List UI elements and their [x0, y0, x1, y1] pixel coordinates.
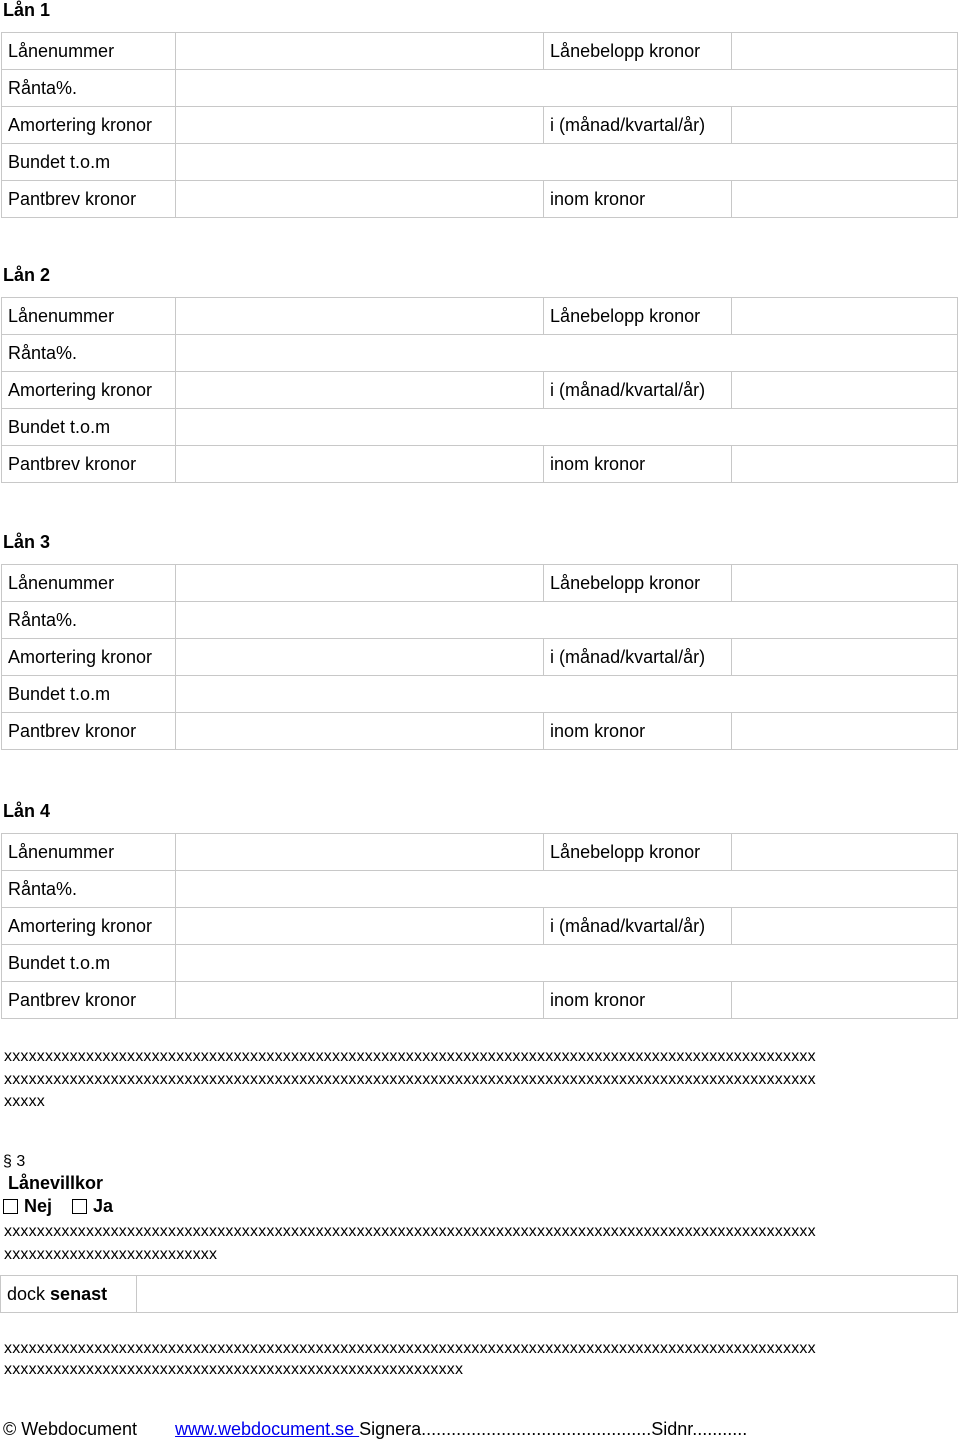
checkbox-yes[interactable] [72, 1199, 87, 1214]
field-label: Amortering kronor [2, 639, 176, 676]
field-input[interactable] [175, 298, 543, 335]
filler-text-line: xxxxxxxxxxxxxxxxxxxxxxxxxxxxxxxxxxxxxxxxxxxxxxxxxxxxxxxxxxxxxxxxxxxxxxxxxxxxxxxxxxxxxxxxxxxxxxxxxxx [4, 1048, 816, 1065]
loan-table [1, 32, 958, 218]
option-yes-label: Ja [93, 1196, 114, 1216]
field-input[interactable] [732, 908, 958, 945]
loan-row [2, 639, 958, 676]
section-number-value: 3 [16, 1153, 26, 1170]
section-symbol: § [3, 1153, 12, 1170]
loan-title: Lån 3 [3, 532, 51, 552]
loan-row [2, 834, 958, 871]
field-input[interactable] [175, 409, 957, 446]
loan-row [2, 107, 958, 144]
loan-row [2, 409, 958, 446]
option-no-label: Nej [24, 1196, 53, 1216]
field-label: Bundet t.o.m [2, 144, 176, 181]
field-label: Rånta%. [2, 335, 176, 372]
footer-copyright: © Webdocument [3, 1419, 137, 1439]
loan-row [2, 602, 958, 639]
field-input[interactable] [732, 982, 958, 1019]
field-label: Lånenummer [2, 834, 176, 871]
loan-row [2, 945, 958, 982]
field-input[interactable] [175, 834, 543, 871]
field-input[interactable] [175, 565, 543, 602]
field-label: inom kronor [544, 982, 732, 1019]
field-input[interactable] [175, 602, 957, 639]
field-input[interactable] [175, 676, 957, 713]
field-label: Amortering kronor [2, 372, 176, 409]
loan-table [1, 564, 958, 750]
field-input[interactable] [175, 908, 543, 945]
field-label: inom kronor [544, 446, 732, 483]
loan-title: Lån 2 [3, 265, 51, 285]
filler-text-line: xxxxxxxxxxxxxxxxxxxxxxxxxxxxxxxxxxxxxxxxxxxxxxxxxxxxxxxxxxxxxxxxxxxxxxxxxxxxxxxxxxxxxxxxxxxxxxxxxxx [4, 1223, 816, 1240]
field-input[interactable] [175, 335, 957, 372]
field-input[interactable] [732, 446, 958, 483]
loan-row [2, 676, 958, 713]
field-input[interactable] [732, 565, 958, 602]
loan-row [2, 446, 958, 483]
field-label: Lånebelopp kronor [544, 33, 732, 70]
field-input[interactable] [732, 713, 958, 750]
loan-row [2, 181, 958, 218]
dock-date-field[interactable] [137, 1276, 958, 1313]
dock-senast-row [0, 1275, 958, 1313]
field-label: Lånebelopp kronor [544, 298, 732, 335]
loan-title: Lån 4 [3, 801, 51, 821]
field-label: Lånebelopp kronor [544, 565, 732, 602]
field-label: Rånta%. [2, 871, 176, 908]
loan-row [2, 335, 958, 372]
field-label: Lånebelopp kronor [544, 834, 732, 871]
checkbox-no[interactable] [3, 1199, 18, 1214]
field-input[interactable] [732, 298, 958, 335]
field-input[interactable] [732, 33, 958, 70]
loan-row [2, 871, 958, 908]
loan-row [2, 713, 958, 750]
footer [3, 1419, 747, 1440]
loan-row [2, 144, 958, 181]
loan-title: Lån 1 [3, 0, 51, 20]
field-label: Pantbrev kronor [2, 181, 176, 218]
field-label: i (månad/kvartal/år) [544, 908, 732, 945]
loan-block [0, 265, 960, 483]
field-label: Lånenummer [2, 298, 176, 335]
loan-row [2, 33, 958, 70]
field-input[interactable] [175, 871, 957, 908]
field-label: inom kronor [544, 713, 732, 750]
field-label: Bundet t.o.m [2, 409, 176, 446]
filler-text-line: xxxxxxxxxxxxxxxxxxxxxxxxxx [4, 1246, 218, 1263]
loan-row [2, 372, 958, 409]
field-input[interactable] [732, 107, 958, 144]
loan-table [1, 833, 958, 1019]
filler-text-line: xxxxxxxxxxxxxxxxxxxxxxxxxxxxxxxxxxxxxxxxxxxxxxxxxxxxxxxxxxxxxxxxxxxxxxxxxxxxxxxxxxxxxxxxxxxxxxxxxxx [4, 1340, 816, 1357]
loan-row [2, 908, 958, 945]
filler-text-line: xxxxx [4, 1093, 45, 1110]
field-input[interactable] [732, 834, 958, 871]
field-label: Lånenummer [2, 33, 176, 70]
field-input[interactable] [175, 181, 543, 218]
loan-row [2, 982, 958, 1019]
field-input[interactable] [732, 372, 958, 409]
field-label: Amortering kronor [2, 908, 176, 945]
option-no[interactable] [3, 1196, 52, 1217]
field-input[interactable] [175, 144, 957, 181]
footer-sign: Signera.............................................. [359, 1419, 652, 1439]
field-input[interactable] [175, 107, 543, 144]
field-input[interactable] [175, 945, 957, 982]
loan-block [0, 532, 960, 750]
field-label: Pantbrev kronor [2, 446, 176, 483]
field-input[interactable] [175, 70, 957, 107]
dock-label: dock senast [1, 1276, 137, 1313]
filler-text-line: xxxxxxxxxxxxxxxxxxxxxxxxxxxxxxxxxxxxxxxxxxxxxxxxxxxxxxxx [4, 1361, 464, 1378]
field-label: Rånta%. [2, 602, 176, 639]
section-heading: Lånevillkor [8, 1173, 104, 1193]
field-label: i (månad/kvartal/år) [544, 372, 732, 409]
loan-block [0, 0, 960, 218]
loan-block [0, 801, 960, 1019]
field-input[interactable] [175, 33, 543, 70]
field-label: i (månad/kvartal/år) [544, 107, 732, 144]
footer-link[interactable]: www.webdocument.se [175, 1419, 360, 1439]
section-number [3, 1153, 25, 1171]
footer-page-number: Sidnr........... [651, 1419, 748, 1439]
field-input[interactable] [175, 372, 543, 409]
field-input[interactable] [732, 181, 958, 218]
loan-row [2, 298, 958, 335]
field-input[interactable] [175, 446, 543, 483]
field-label: Pantbrev kronor [2, 982, 176, 1019]
loan-row [2, 565, 958, 602]
field-input[interactable] [732, 639, 958, 676]
field-label: i (månad/kvartal/år) [544, 639, 732, 676]
field-input[interactable] [175, 713, 543, 750]
loan-row [2, 70, 958, 107]
field-label: Bundet t.o.m [2, 945, 176, 982]
field-label: Amortering kronor [2, 107, 176, 144]
field-label: inom kronor [544, 181, 732, 218]
field-input[interactable] [175, 639, 543, 676]
field-input[interactable] [175, 982, 543, 1019]
field-label: Pantbrev kronor [2, 713, 176, 750]
loan-terms-choices [3, 1196, 133, 1217]
option-yes[interactable] [72, 1196, 113, 1217]
loan-table [1, 297, 958, 483]
field-label: Rånta%. [2, 70, 176, 107]
field-label: Lånenummer [2, 565, 176, 602]
filler-text-line: xxxxxxxxxxxxxxxxxxxxxxxxxxxxxxxxxxxxxxxxxxxxxxxxxxxxxxxxxxxxxxxxxxxxxxxxxxxxxxxxxxxxxxxxxxxxxxxxxxx [4, 1071, 816, 1088]
field-label: Bundet t.o.m [2, 676, 176, 713]
